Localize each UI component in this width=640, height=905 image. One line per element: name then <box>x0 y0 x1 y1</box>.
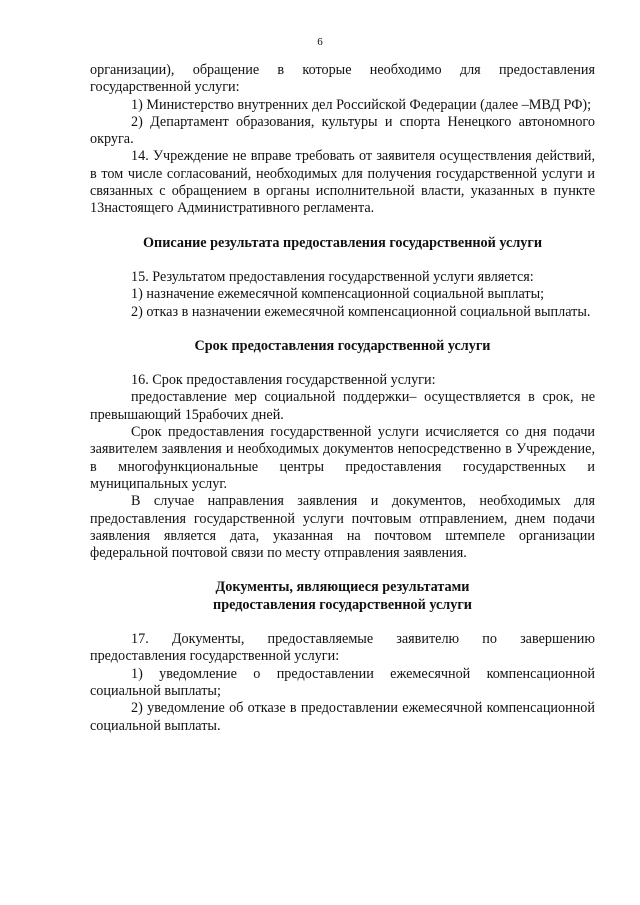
list-item: 2) уведомление об отказе в предоставлении ежемесячной компенсационной социальной выплаты. <box>90 700 595 734</box>
paragraph: Срок предоставления государственной услуги исчисляется со дня подачи заявителем заявления и необходимых документов непосредственно в Учреждение, в многофункциональные центры предоставления государственных и муниципальных услуг. <box>90 424 595 492</box>
document-body <box>90 62 595 735</box>
list-item: 1) Министерство внутренних дел Российской Федерации (далее –МВД РФ); <box>131 96 592 113</box>
paragraph: организации), обращение в которые необходимо для предоставления государственной услуги: <box>90 62 595 96</box>
paragraph-14: 14. Учреждение не вправе требовать от заявителя осуществления действий, в том числе согласований, необходимых для получения государственной услуги и связанных с обращением в органы исполнительной власти, указанных в пункте 13настоящего Административного регламента. <box>90 148 595 217</box>
page-number: 6 <box>317 36 323 48</box>
list-item: 1) назначение ежемесячной компенсационной социальной выплаты; <box>131 286 545 303</box>
paragraph-17: 17. Документы, предоставляемые заявителю по завершению предоставления государственной услуги: <box>90 631 595 665</box>
paragraph: В случае направления заявления и документов, необходимых для предоставления государственной услуги почтовым отправлением, днем подачи заявления является дата, указанная на почтовом штемпеле организации федеральной почтовой связи по месту отправления заявления. <box>90 493 595 562</box>
section-heading-documents-line2: предоставления государственной услуги <box>213 596 472 613</box>
paragraph: предоставление мер социальной поддержки– осуществляется в срок, не превышающий 15рабочих дней. <box>90 389 595 423</box>
list-item: 2) отказ в назначении ежемесячной компенсационной социальной выплаты. <box>131 303 591 320</box>
section-heading-term: Срок предоставления государственной услуги <box>194 337 491 354</box>
paragraph-15: 15. Результатом предоставления государственной услуги является: <box>131 268 534 285</box>
section-heading-result: Описание результата предоставления государственной услуги <box>143 234 542 251</box>
list-item: 1) уведомление о предоставлении ежемесячной компенсационной социальной выплаты; <box>90 665 595 699</box>
paragraph-16: 16. Срок предоставления государственной услуги: <box>131 372 436 389</box>
section-heading-documents: Документы, являющиеся результатами <box>215 579 470 596</box>
list-item: 2) Департамент образования, культуры и спорта Ненецкого автономного округа. <box>90 113 595 148</box>
